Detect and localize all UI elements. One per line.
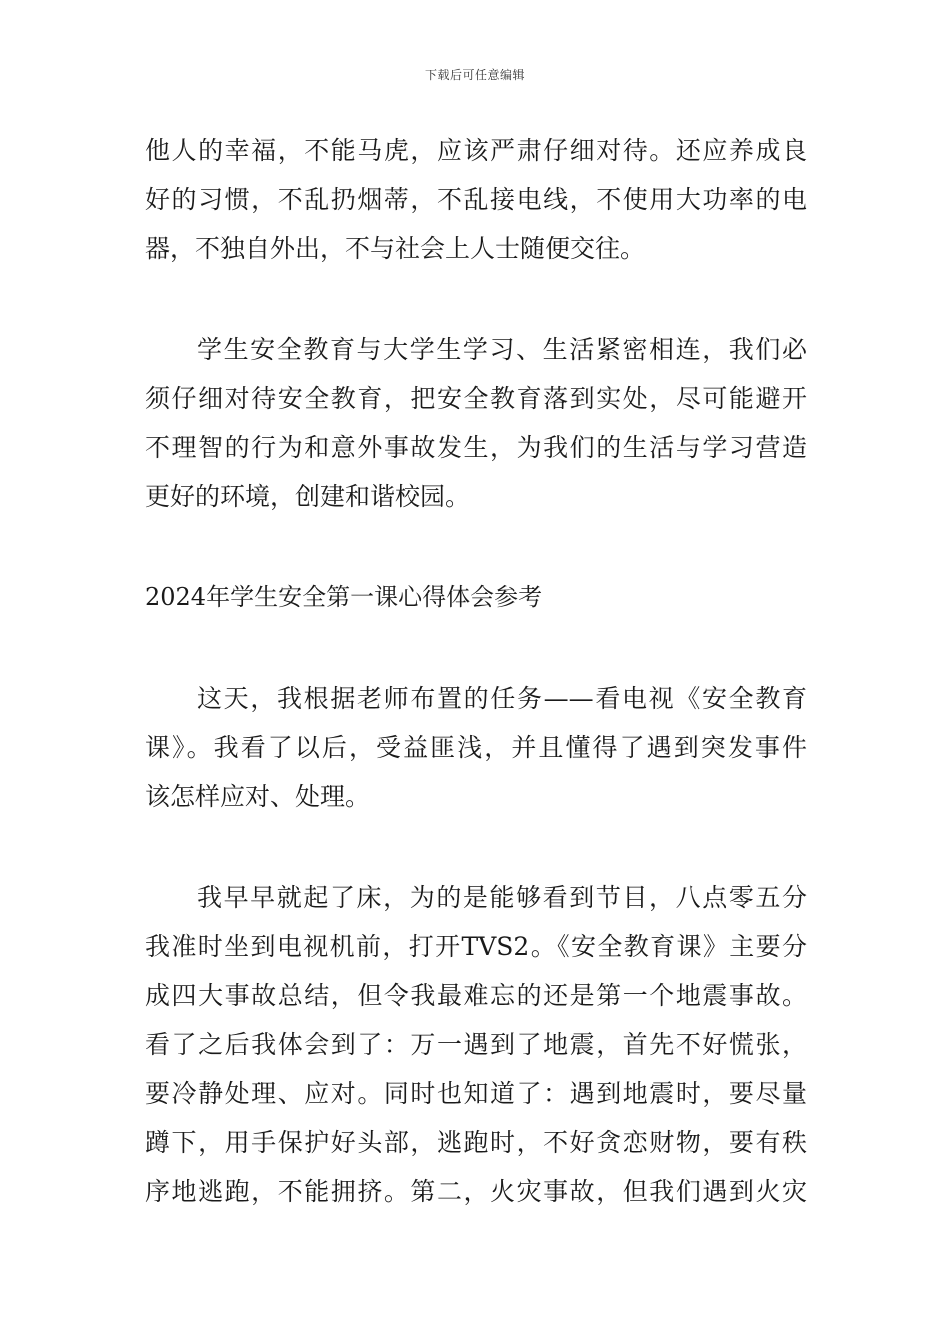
text-line: 序地逃跑，不能拥挤。第二，火灾事故，但我们遇到火灾 [145, 1177, 807, 1206]
text-line: 要冷静处理、应对。同时也知道了：遇到地震时，要尽量 [145, 1079, 807, 1108]
text-line: 蹲下，用手保护好头部，逃跑时，不好贪恋财物，要有秩 [145, 1128, 807, 1157]
text-line: 他人的幸福，不能马虎，应该严肃仔细对待。还应养成良 [145, 136, 807, 165]
paragraph-2 [145, 325, 807, 521]
document-body [145, 126, 807, 1216]
paragraph-gap [145, 821, 807, 873]
text-line: 我早早就起了床，为的是能够看到节目，八点零五分 [197, 883, 807, 912]
text-line: 更好的环境，创建和谐校园。 [145, 482, 471, 511]
paragraph-4 [145, 873, 807, 1216]
text-line: 该怎样应对、处理。 [145, 782, 371, 811]
text-line: 成四大事故总结，但令我最难忘的还是第一个地震事故。 [145, 981, 807, 1010]
text-line: 看了之后我体会到了：万一遇到了地震，首先不好慌张， [145, 1030, 807, 1059]
paragraph-gap [145, 521, 807, 573]
text-line: 器，不独自外出，不与社会上人士随便交往。 [145, 234, 646, 263]
text-line: 我准时坐到电视机前，打开TVS2。《安全教育课》主要分 [145, 932, 807, 961]
text-line: 学生安全教育与大学生学习、生活紧密相连，我们必 [197, 335, 807, 364]
text-line: 须仔细对待安全教育，把安全教育落到实处，尽可能避开 [145, 384, 807, 413]
section-heading: 2024年学生安全第一课心得体会参考 [145, 583, 543, 611]
text-line: 这天，我根据老师布置的任务——看电视《安全教育 [197, 684, 807, 713]
text-line: 好的习惯，不乱扔烟蒂，不乱接电线，不使用大功率的电 [145, 185, 807, 214]
paragraph-1 [145, 126, 807, 273]
text-line: 不理智的行为和意外事故发生，为我们的生活与学习营造 [145, 433, 807, 462]
paragraph-gap [145, 273, 807, 325]
paragraph-gap [145, 622, 807, 674]
text-line: 课》。我看了以后，受益匪浅，并且懂得了遇到突发事件 [145, 733, 807, 762]
paragraph-3 [145, 674, 807, 821]
page-header-note: 下载后可任意编辑 [424, 68, 525, 82]
